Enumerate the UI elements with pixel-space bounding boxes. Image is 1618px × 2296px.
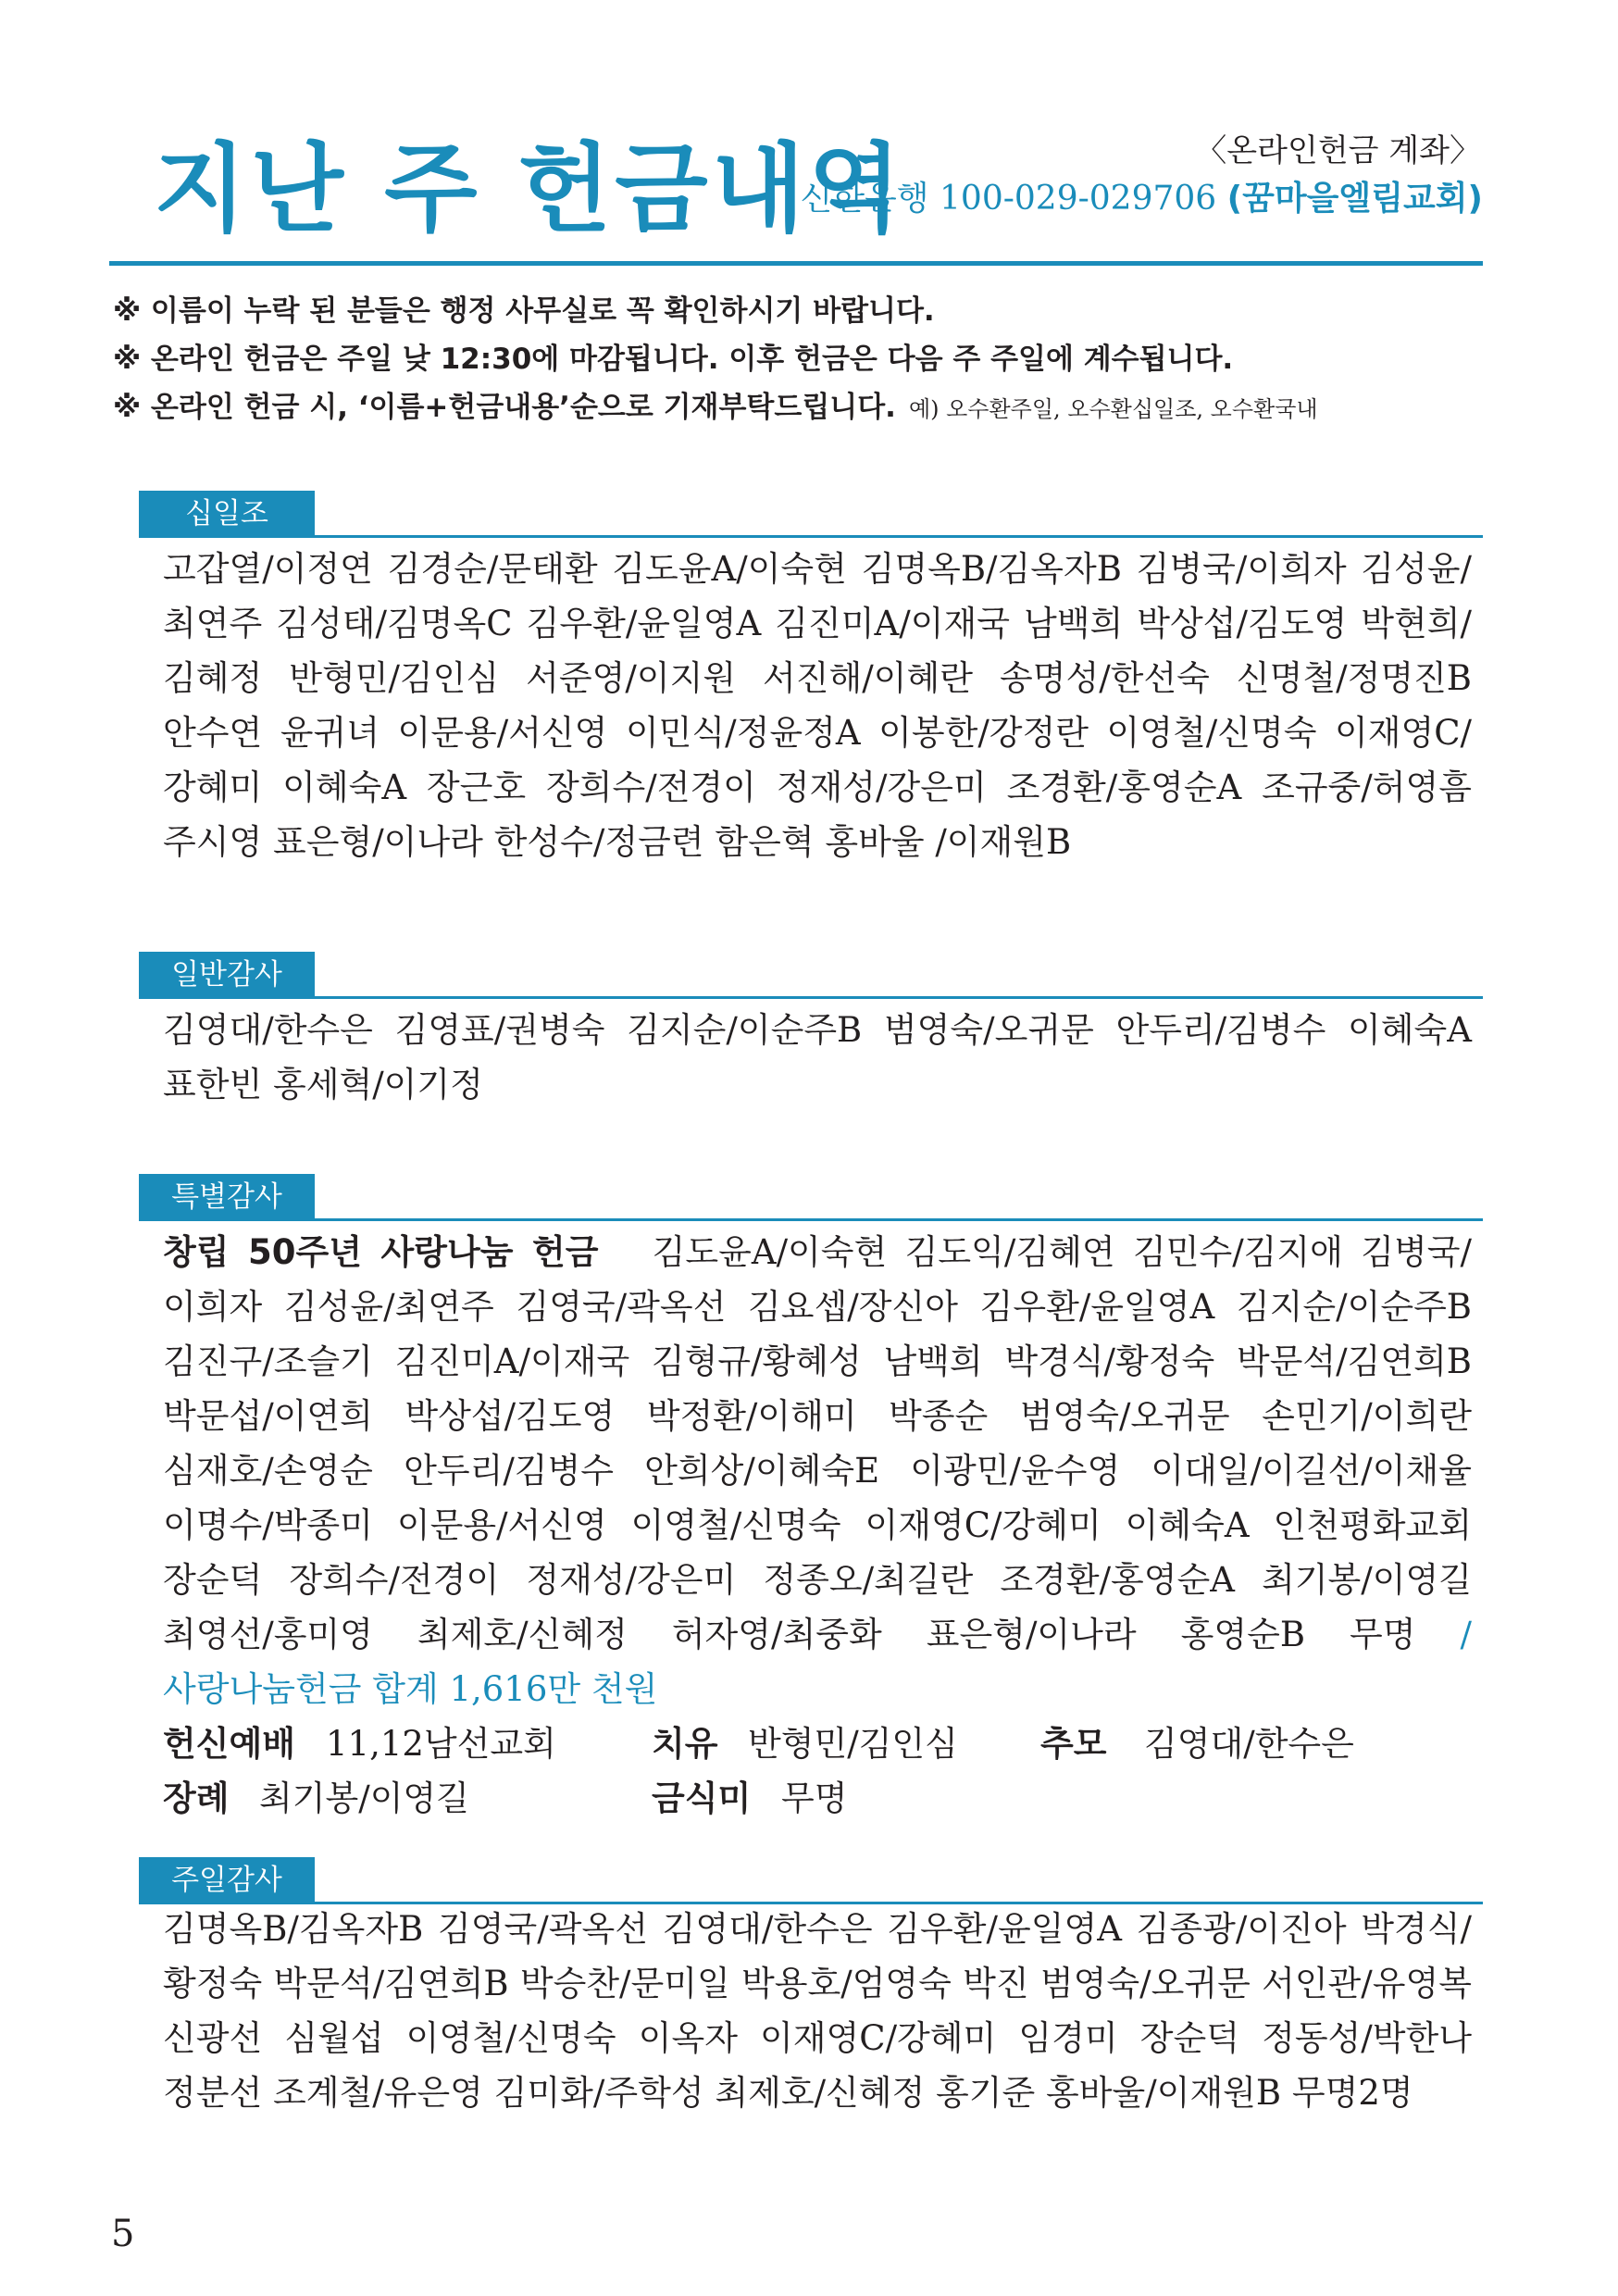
special-offering-total: 사랑나눔헌금 합계 1,616만 천원 — [163, 1669, 658, 1709]
account-label: 〈온라인헌금 계좌〉 — [1195, 132, 1481, 169]
section-divider — [139, 535, 1483, 538]
header-divider — [109, 261, 1483, 266]
section-tag: 일반감사 — [139, 952, 315, 998]
page-header — [0, 0, 1618, 278]
notice-item: ※ 이름이 누락 된 분들은 행정 사무실로 꼭 확인하시기 바랍니다. — [113, 294, 935, 328]
account-holder: (꿈마을엘림교회) — [1226, 180, 1483, 218]
notice-item — [113, 383, 1483, 431]
detail-value: 반형민/김인심 — [748, 1724, 958, 1764]
special-thanks-names — [163, 1225, 1472, 1716]
general-thanks-names: 김영대/한수은 김영표/권병숙 김지순/이순주B 범영숙/오귀문 안두리/김병수 이혜숙A 표한빈 홍세혁/이기정 — [163, 1010, 1472, 1104]
section-divider — [139, 996, 1483, 999]
notice-text: ※ 온라인 헌금 시, ‘이름+헌금내용’순으로 기재부탁드립니다. — [113, 391, 896, 424]
page-title: 지난 주 헌금내역 — [154, 132, 905, 245]
detail-value: 무명 — [781, 1778, 848, 1818]
special-thanks-body — [163, 1225, 1472, 1826]
detail-label: 추모 — [1040, 1724, 1107, 1764]
special-offering-title: 창립 50주년 사랑나눔 헌금 — [163, 1232, 599, 1272]
notice-list — [113, 287, 1483, 431]
section-tag: 특별감사 — [139, 1174, 315, 1220]
detail-label: 금식미 — [652, 1778, 752, 1818]
separator: / — [1460, 1615, 1472, 1654]
detail-label: 치유 — [652, 1724, 718, 1764]
tithe-names: 고갑열/이정연 김경순/문태환 김도윤A/이숙현 김명옥B/김옥자B 김병국/이희자 김성윤/최연주 김성태/김명옥C 김우환/윤일영A 김진미A/이재국 남백희 박상섭/김도영 박현희/김혜정 반형민/김인심 서준영/이지원 서진해/이혜란 송명성/한선숙 신명철/정명진B 안수연 윤귀녀 이문용/서신영 이민식/정윤정A 이봉한/강정란 이영철/신명숙 이재영C/강혜미 이혜숙A 장근호 장희수/전경이 정재성/강은미 조경환/홍영순A 조규중/허영흠 주시영 표은형/이나라 한성수/정금련 함은혁 홍바울 /이재원B — [163, 549, 1472, 862]
section-tag: 십일조 — [139, 491, 315, 537]
notice-example: 예) 오수환주일, 오수환십일조, 오수환국내 — [908, 396, 1318, 422]
section-divider — [139, 1218, 1483, 1221]
detail-value: 최기봉/이영길 — [259, 1778, 469, 1818]
detail-value: 김영대/한수은 — [1144, 1724, 1354, 1764]
section-tag: 주일감사 — [139, 1857, 315, 1903]
page-number: 5 — [111, 2213, 135, 2255]
detail-value: 11,12남선교회 — [326, 1724, 556, 1764]
special-detail-row — [163, 1716, 1472, 1771]
special-detail-row — [163, 1771, 1472, 1826]
special-offering-names: 김도윤A/이숙현 김도익/김혜연 김민수/김지애 김병국/이희자 김성윤/최연주 김영국/곽옥선 김요셉/장신아 김우환/윤일영A 김지순/이순주B 김진구/조슬기 김진미A/이재국 김형규/황혜성 남백희 박경식/황정숙 박문석/김연희B 박문섭/이연희 박상섭/김도영 박정환/이해미 박종순 범영숙/오귀문 손민기/이희란 심재호/손영순 안두리/김병수 안희상/이혜숙E 이광민/윤수영 이대일/이길선/이채율 이명수/박종미 이문용/서신영 이영철/신명숙 이재영C/강혜미 이혜숙A 인천평화교회 장순덕 장희수/전경이 정재성/강은미 정종오/최길란 조경환/홍영순A 최기봉/이영길 최영선/홍미영 최제호/신혜정 허자영/최중화 표은형/이나라 홍영순B 무명 — [163, 1232, 1472, 1654]
account-info — [800, 172, 1483, 219]
notice-item: ※ 온라인 헌금은 주일 낮 12:30에 마감됩니다. 이후 헌금은 다음 주 주일에 계수됩니다. — [113, 343, 1234, 376]
detail-label: 장례 — [163, 1778, 230, 1818]
sunday-thanks-names: 김명옥B/김옥자B 김영국/곽옥선 김영대/한수은 김우환/윤일영A 김종광/이진아 박경식/황정숙 박문석/김연희B 박승찬/문미일 박용호/엄영숙 박진 범영숙/오귀문 서인관/유영복 신광선 심월섭 이영철/신명숙 이옥자 이재영C/강혜미 임경미 장순덕 정동성/박한나 정분선 조계철/유은영 김미화/주학성 최제호/신혜정 홍기준 홍바울/이재원B 무명2명 — [163, 1909, 1472, 2113]
detail-label: 헌신예배 — [163, 1724, 295, 1764]
account-bank: 신한은행 100-029-029706 — [800, 180, 1217, 218]
